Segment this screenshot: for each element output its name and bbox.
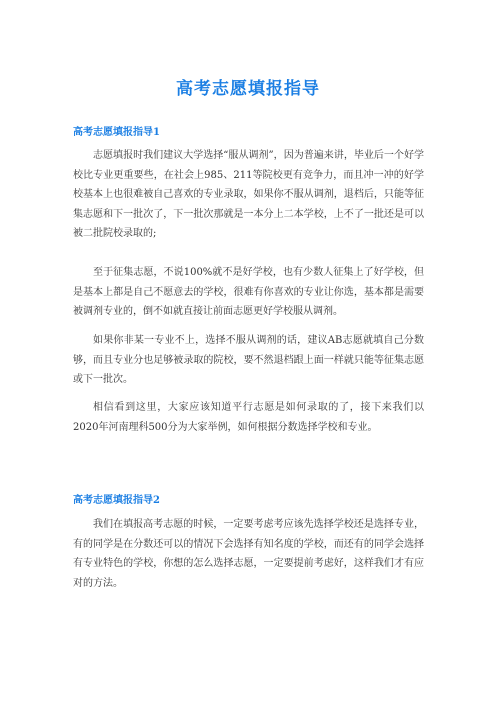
paragraph-2-1: 我们在填报高考志愿的时候，一定要考虑考应该先选择学校还是选择专业，有的同学是在分数还可以的情况下会选择有知名度的学校，而还有的同学会选择有专业特色的学校，你想的怎么选择志愿，一定要提前考虑好，这样我们才有应对的方法。 bbox=[73, 519, 424, 589]
section-heading-2: 高考志愿填报指导2 bbox=[73, 495, 160, 506]
document-title: 高考志愿填报指导 bbox=[176, 79, 320, 99]
paragraph-1-3: 如果你非某一专业不上，选择不服从调剂的话，建议AB志愿就填自己分数够，而且专业分也足够被录取的院校，要不然退档跟上面一样就只能等征集志愿或下一批次。 bbox=[73, 335, 424, 385]
paragraph-1-4: 相信看到这里，大家应该知道平行志愿是如何录取的了，接下来我们以2020年河南理科500分为大家举例，如何根据分数选择学校和专业。 bbox=[73, 402, 424, 433]
section-heading-1: 高考志愿填报指导1 bbox=[73, 127, 160, 138]
paragraph-1-1: 志愿填报时我们建议大学选择“服从调剂”，因为普遍来讲，毕业后一个好学校比专业更重要些，在社会上985、211等院校更有竞争力，而且冲一冲的好学校基本上也很难被自己喜欢的专业录取，如果你不服从调剂，退档后，只能等征集志愿和下一批次了，下一批次那就是一本分上二本学校，上不了一批还是可以被二批院校录取的; bbox=[73, 150, 424, 239]
paragraph-1-2: 至于征集志愿，不说100%就不是好学校，也有少数人征集上了好学校，但是基本上都是自己不愿意去的学校，很难有你喜欢的专业让你选，基本都是需要被调剂专业的，倒不如就直接让前面志愿更好学校服从调剂。 bbox=[73, 267, 424, 317]
